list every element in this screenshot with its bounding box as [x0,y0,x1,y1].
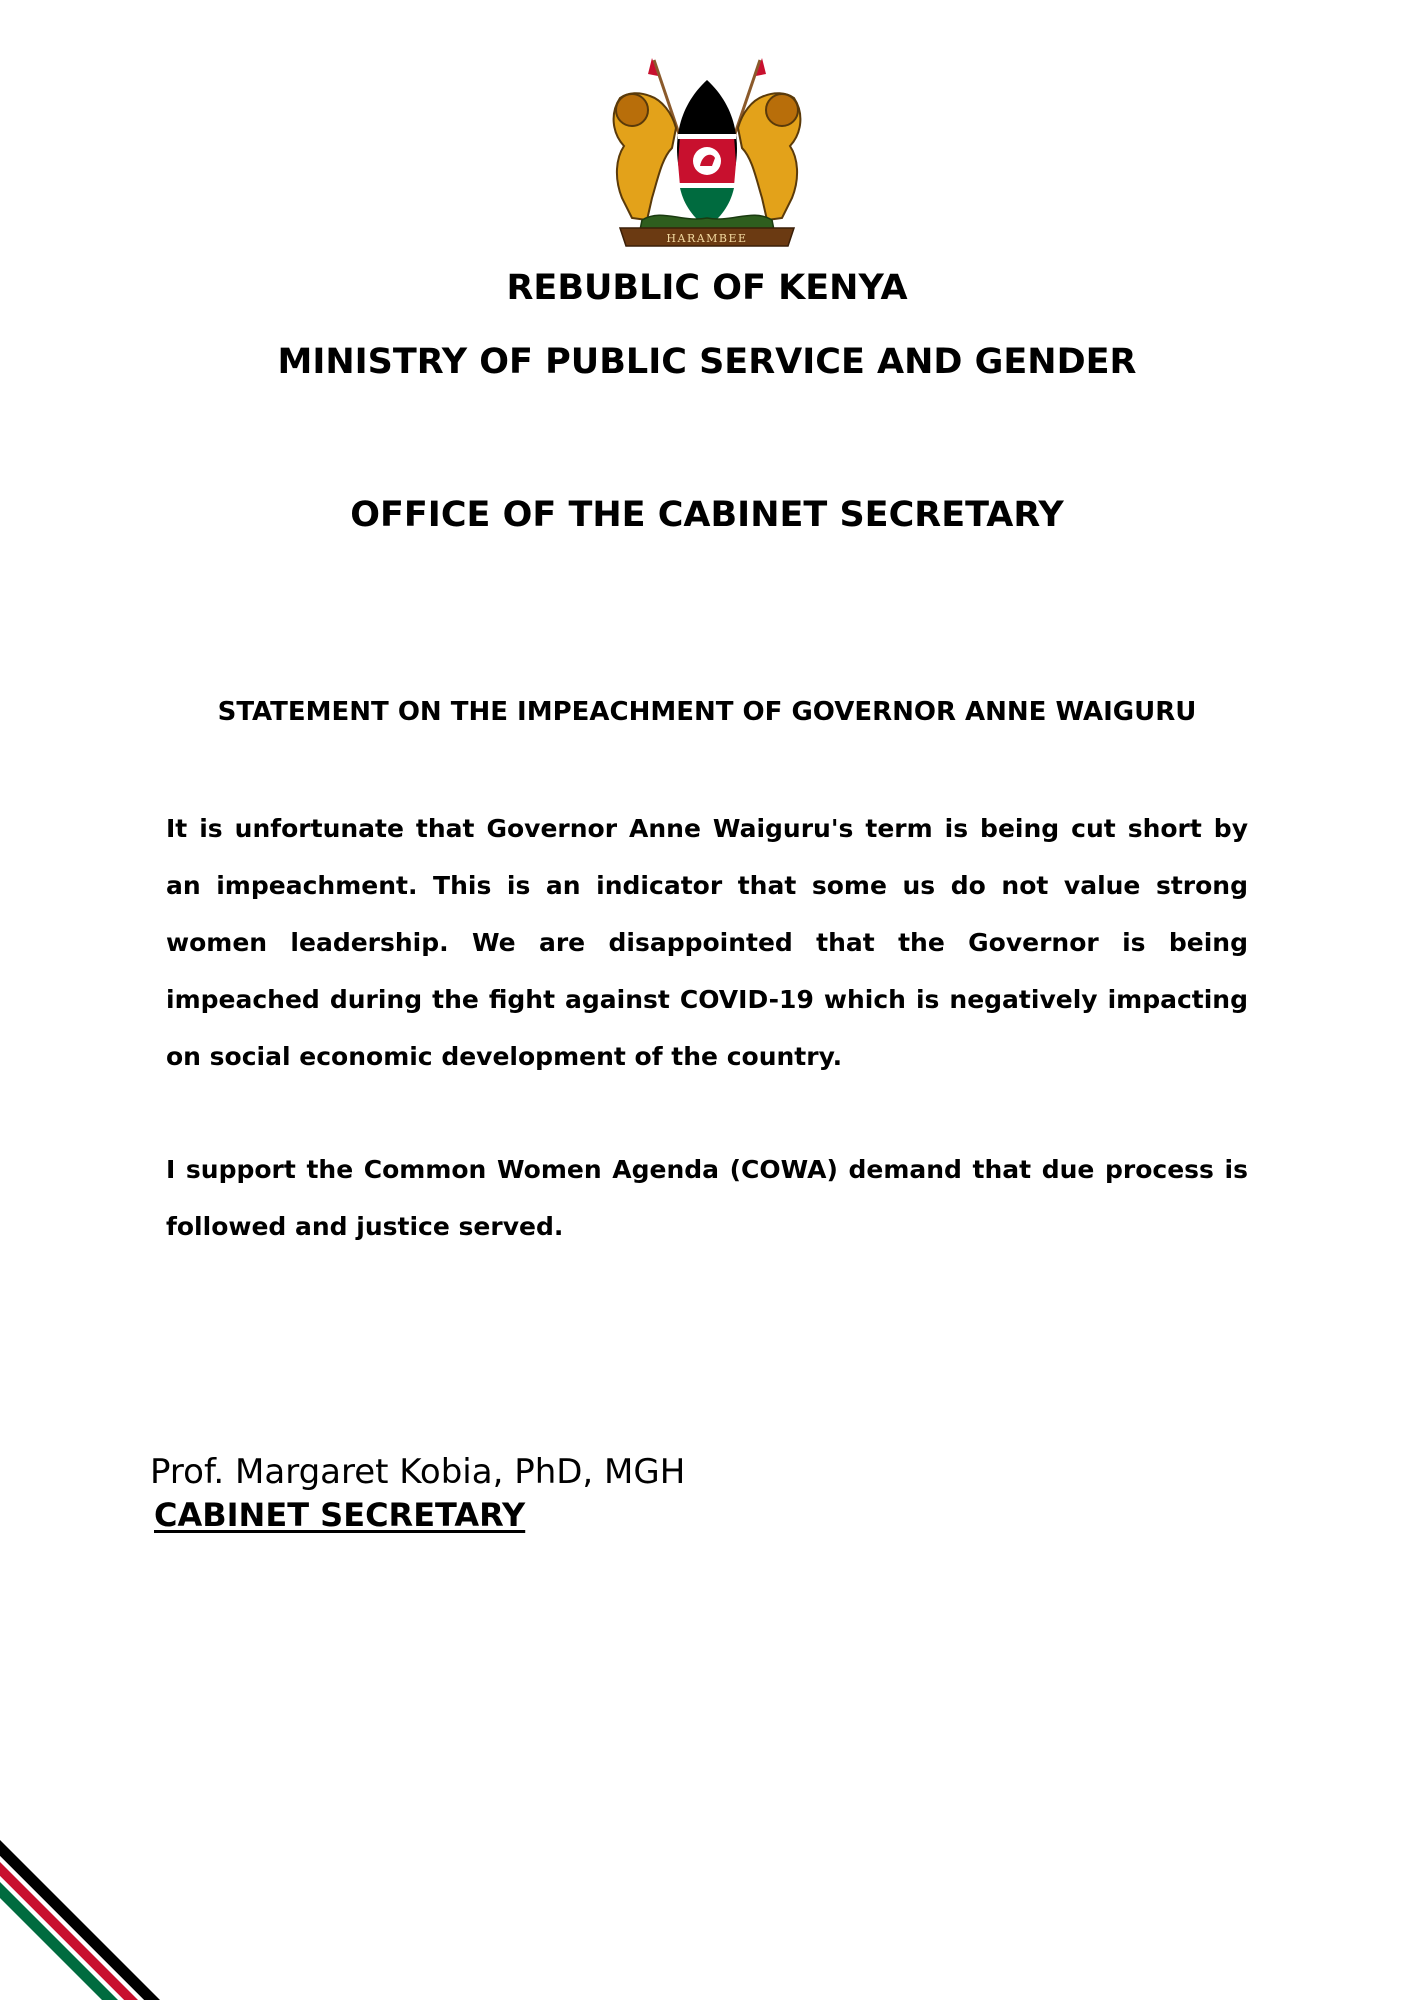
statement-title: STATEMENT ON THE IMPEACHMENT OF GOVERNOR ANNE WAIGURU [217,697,1197,727]
statement-paragraph-1: It is unfortunate that Governor Anne Waiguru's term is being cut short by an impeachment. This is an indicator that some us do not value strong women leadership. We are disappointed that the Governor is being impeached during the fight against COVID-19 which is negatively impacting on social economic development of the country. [166,814,1248,1071]
republic-heading: REBUBLIC OF KENYA [506,268,908,308]
kenya-coat-of-arms-icon [602,58,812,253]
kenya-flag-stripes-icon [0,1840,180,2000]
statement-paragraph-2: I support the Common Women Agenda (COWA) demand that due process is followed and justice served. [166,1155,1248,1241]
signatory-name: Prof. Margaret Kobia, PhD, MGH [150,1452,686,1492]
office-heading: OFFICE OF THE CABINET SECRETARY [350,495,1064,535]
signatory-title: CABINET SECRETARY [154,1496,526,1534]
emblem-motto: HARAMBEE [666,232,748,245]
ministry-heading: MINISTRY OF PUBLIC SERVICE AND GENDER [277,342,1137,382]
